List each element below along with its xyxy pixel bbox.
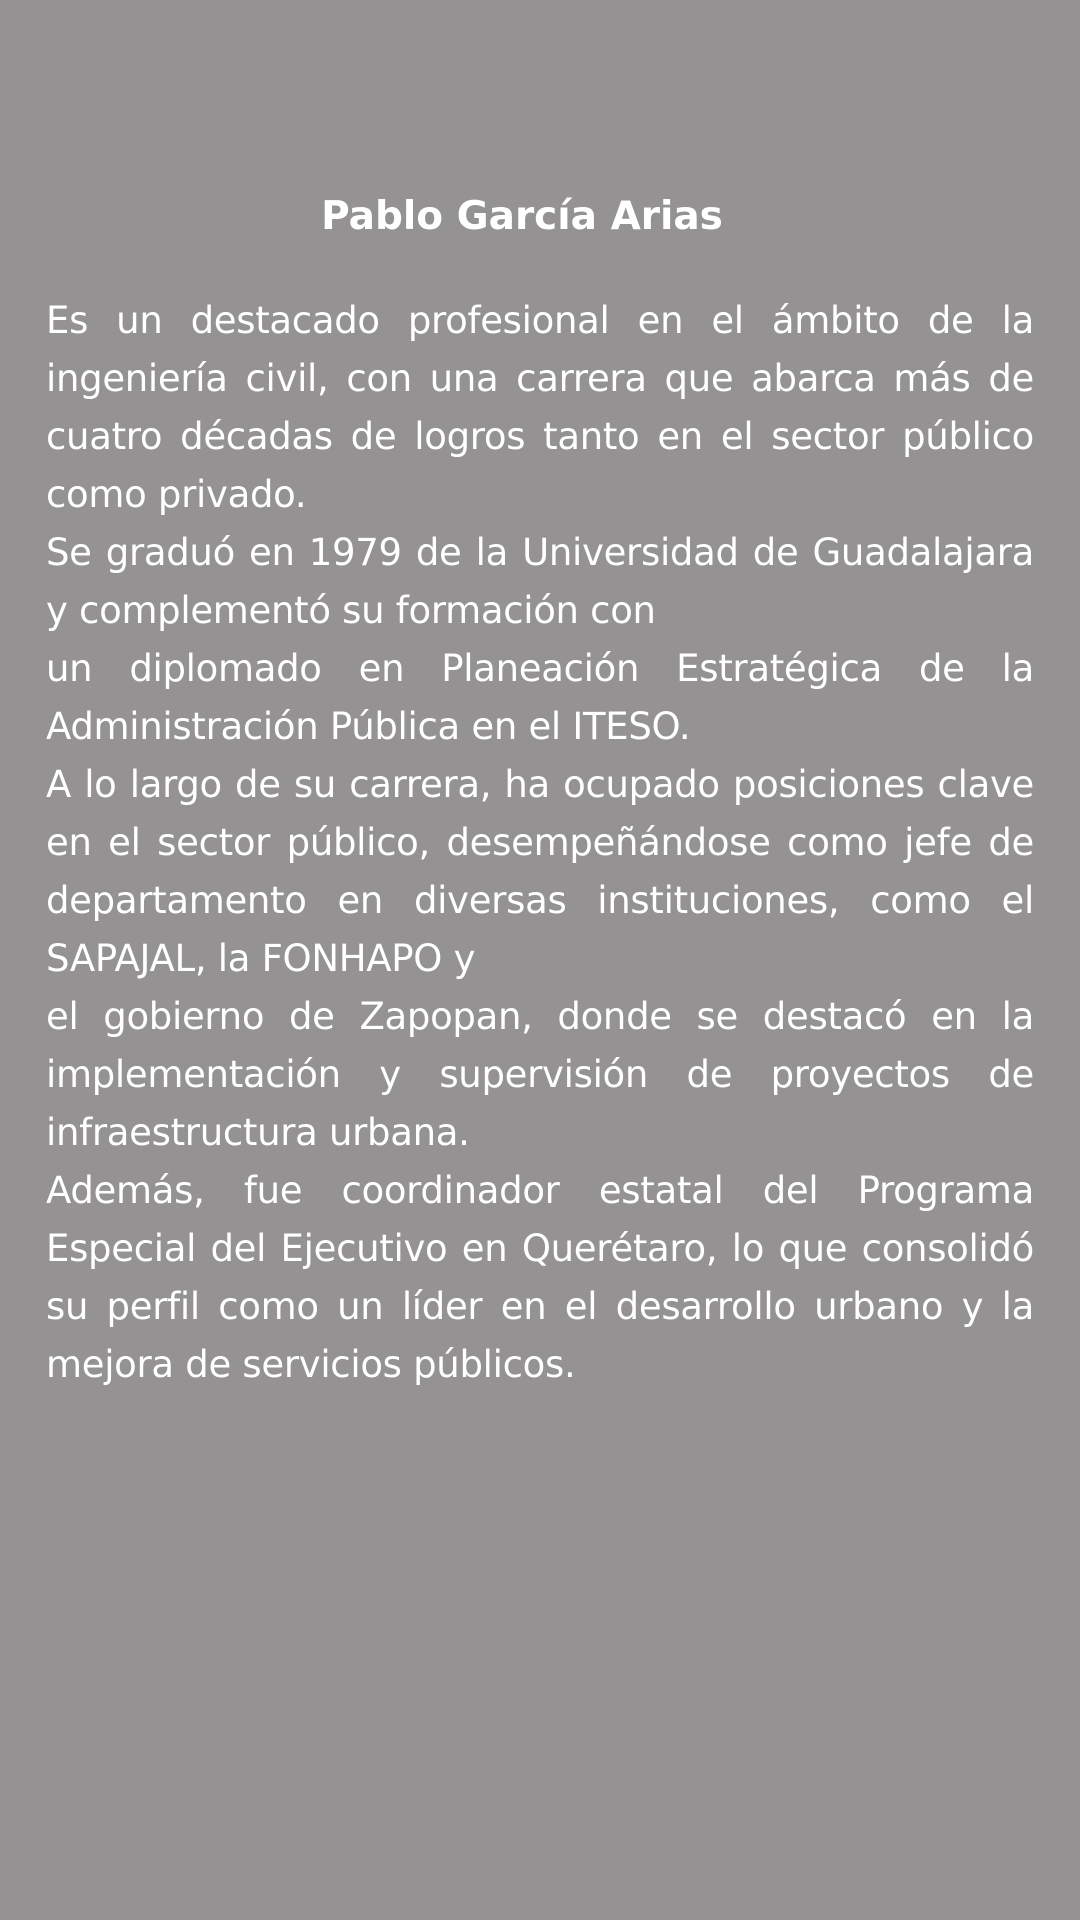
bio-paragraph: Es un destacado profesional en el ámbito de la ingeniería civil, con una carrera que abarca más de cuatro décadas de logros tanto en el sector público como privado.	[46, 299, 1034, 516]
bio-paragraph: un diplomado en Planeación Estratégica de la Administración Pública en el ITESO.	[46, 647, 1034, 748]
bio-title: Pablo García Arias	[321, 194, 723, 239]
bio-text	[46, 292, 1034, 1394]
bio-section	[46, 190, 1034, 1394]
bio-paragraph: Además, fue coordinador estatal del Programa Especial del Ejecutivo en Querétaro, lo que consolidó su perfil como un líder en el desarrollo urbano y la mejora de servicios públicos.	[46, 1169, 1034, 1386]
bio-paragraph: Se graduó en 1979 de la Universidad de Guadalajara y complementó su formación con	[46, 531, 1034, 632]
bio-paragraph: A lo largo de su carrera, ha ocupado posiciones clave en el sector público, desempeñándose como jefe de departamento en diversas instituciones, como el SAPAJAL, la FONHAPO y	[46, 763, 1034, 980]
bio-paragraph: el gobierno de Zapopan, donde se destacó en la implementación y supervisión de proyectos de infraestructura urbana.	[46, 995, 1034, 1154]
